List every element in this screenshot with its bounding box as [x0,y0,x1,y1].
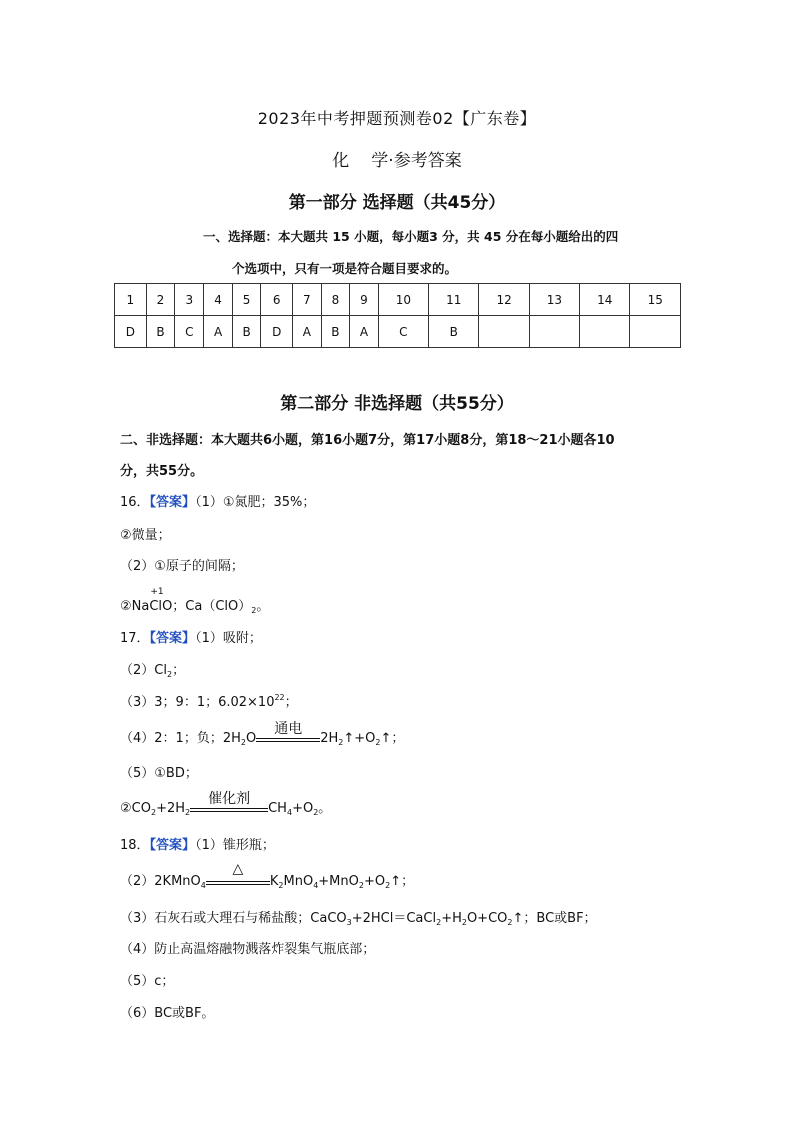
table-cell: 2 [146,284,175,316]
q17-line1: 17．【答案】（1）吸附； [120,631,262,646]
table-cell: B [321,316,350,348]
reaction-condition: △ [206,875,270,889]
table-cell: 1 [115,284,147,316]
table-cell: 5 [232,284,261,316]
q17-line2: $(2)Cl_2$； [120,663,186,679]
exam-title: 2023年中考押题预测卷02【广东卷】 [257,109,537,128]
table-cell [630,316,681,348]
table-cell: 11 [429,284,479,316]
q18-line4: （4）防止高温熔融物溅落炸裂集气瓶底部； [120,942,376,957]
table-cell [479,316,529,348]
q16-line4: ②Na +1 ClO；$Ca(ClO)_2$。 [120,587,270,615]
part1-instruction-line1: 一、选择题：本大题共 15 小题，每小题3 分，共 45 分在每小题给出的四 [203,229,619,244]
reaction-condition: 通电 [256,732,320,746]
reaction-condition: 催化剂 [190,802,268,816]
table-cell: 3 [175,284,204,316]
table-cell: B [232,316,261,348]
q16-line2: ②微量； [120,528,171,543]
q16-line1: 16．【答案】（1）①氮肥；35%； [120,495,316,510]
subject-title: 化 学·参考答案 [332,151,462,171]
table-cell: 13 [529,284,579,316]
table-cell: B [429,316,479,348]
table-cell: 12 [479,284,529,316]
answer-table-number-row [115,284,681,316]
q17-line3: （3）3；9：1；$6.02\times 10^{22}$； [120,693,298,710]
table-cell: C [175,316,204,348]
answer-table [114,283,681,348]
q18-line5: （5）c； [120,974,175,989]
valence-mark: +1 Cl [149,587,164,614]
table-cell: D [261,316,293,348]
table-cell: 15 [630,284,681,316]
q17-line4: （4）2：1；负；$2H_2O$ 通电 $2H_2↑+O_2↑$； [120,720,405,747]
q18-line6: （6）BC或BF。 [120,1006,215,1021]
table-cell: 6 [261,284,293,316]
part2-heading: 第二部分 非选择题（共55分） [280,394,514,414]
q18-line3: （3）石灰石或大理石与稀盐酸；$CaCO_3+2HCl=CaCl_2+H_2O+CO_2↑$；BC或BF； [120,911,597,927]
table-cell [529,316,579,348]
q16-line3: （2）①原子的间隔； [120,559,244,574]
q18-line1: 18．【答案】（1）锥形瓶； [120,838,275,853]
table-cell: A [350,316,379,348]
part1-heading: 第一部分 选择题（共45分） [288,193,506,213]
table-cell: 14 [580,284,630,316]
part1-instruction-line2: 个选项中，只有一项是符合题目要求的。 [232,261,458,276]
table-cell: B [146,316,175,348]
table-cell: C [378,316,428,348]
part2-instruction-line1: 二、非选择题：本大题共6小题，第16小题7分，第17小题8分，第18～21小题各10 [120,433,615,448]
table-cell: 10 [378,284,428,316]
table-cell: A [204,316,233,348]
q17-line5: （5）①BD； [120,766,198,781]
table-cell: 9 [350,284,379,316]
part2-instruction-line2: 分，共55分。 [120,464,204,479]
table-cell: 7 [293,284,322,316]
table-cell: 8 [321,284,350,316]
answer-table-answer-row [115,316,681,348]
table-cell: 4 [204,284,233,316]
q18-line2: （2）2KMnO$_4$ △ $K_2MnO_4+MnO_2+O_2↑$； [120,860,415,890]
q17-line6: $②CO_2+2H_2$ 催化剂 $CH_4+O_2$。 [120,790,332,817]
table-cell: D [115,316,147,348]
table-cell [580,316,630,348]
table-cell: A [293,316,322,348]
